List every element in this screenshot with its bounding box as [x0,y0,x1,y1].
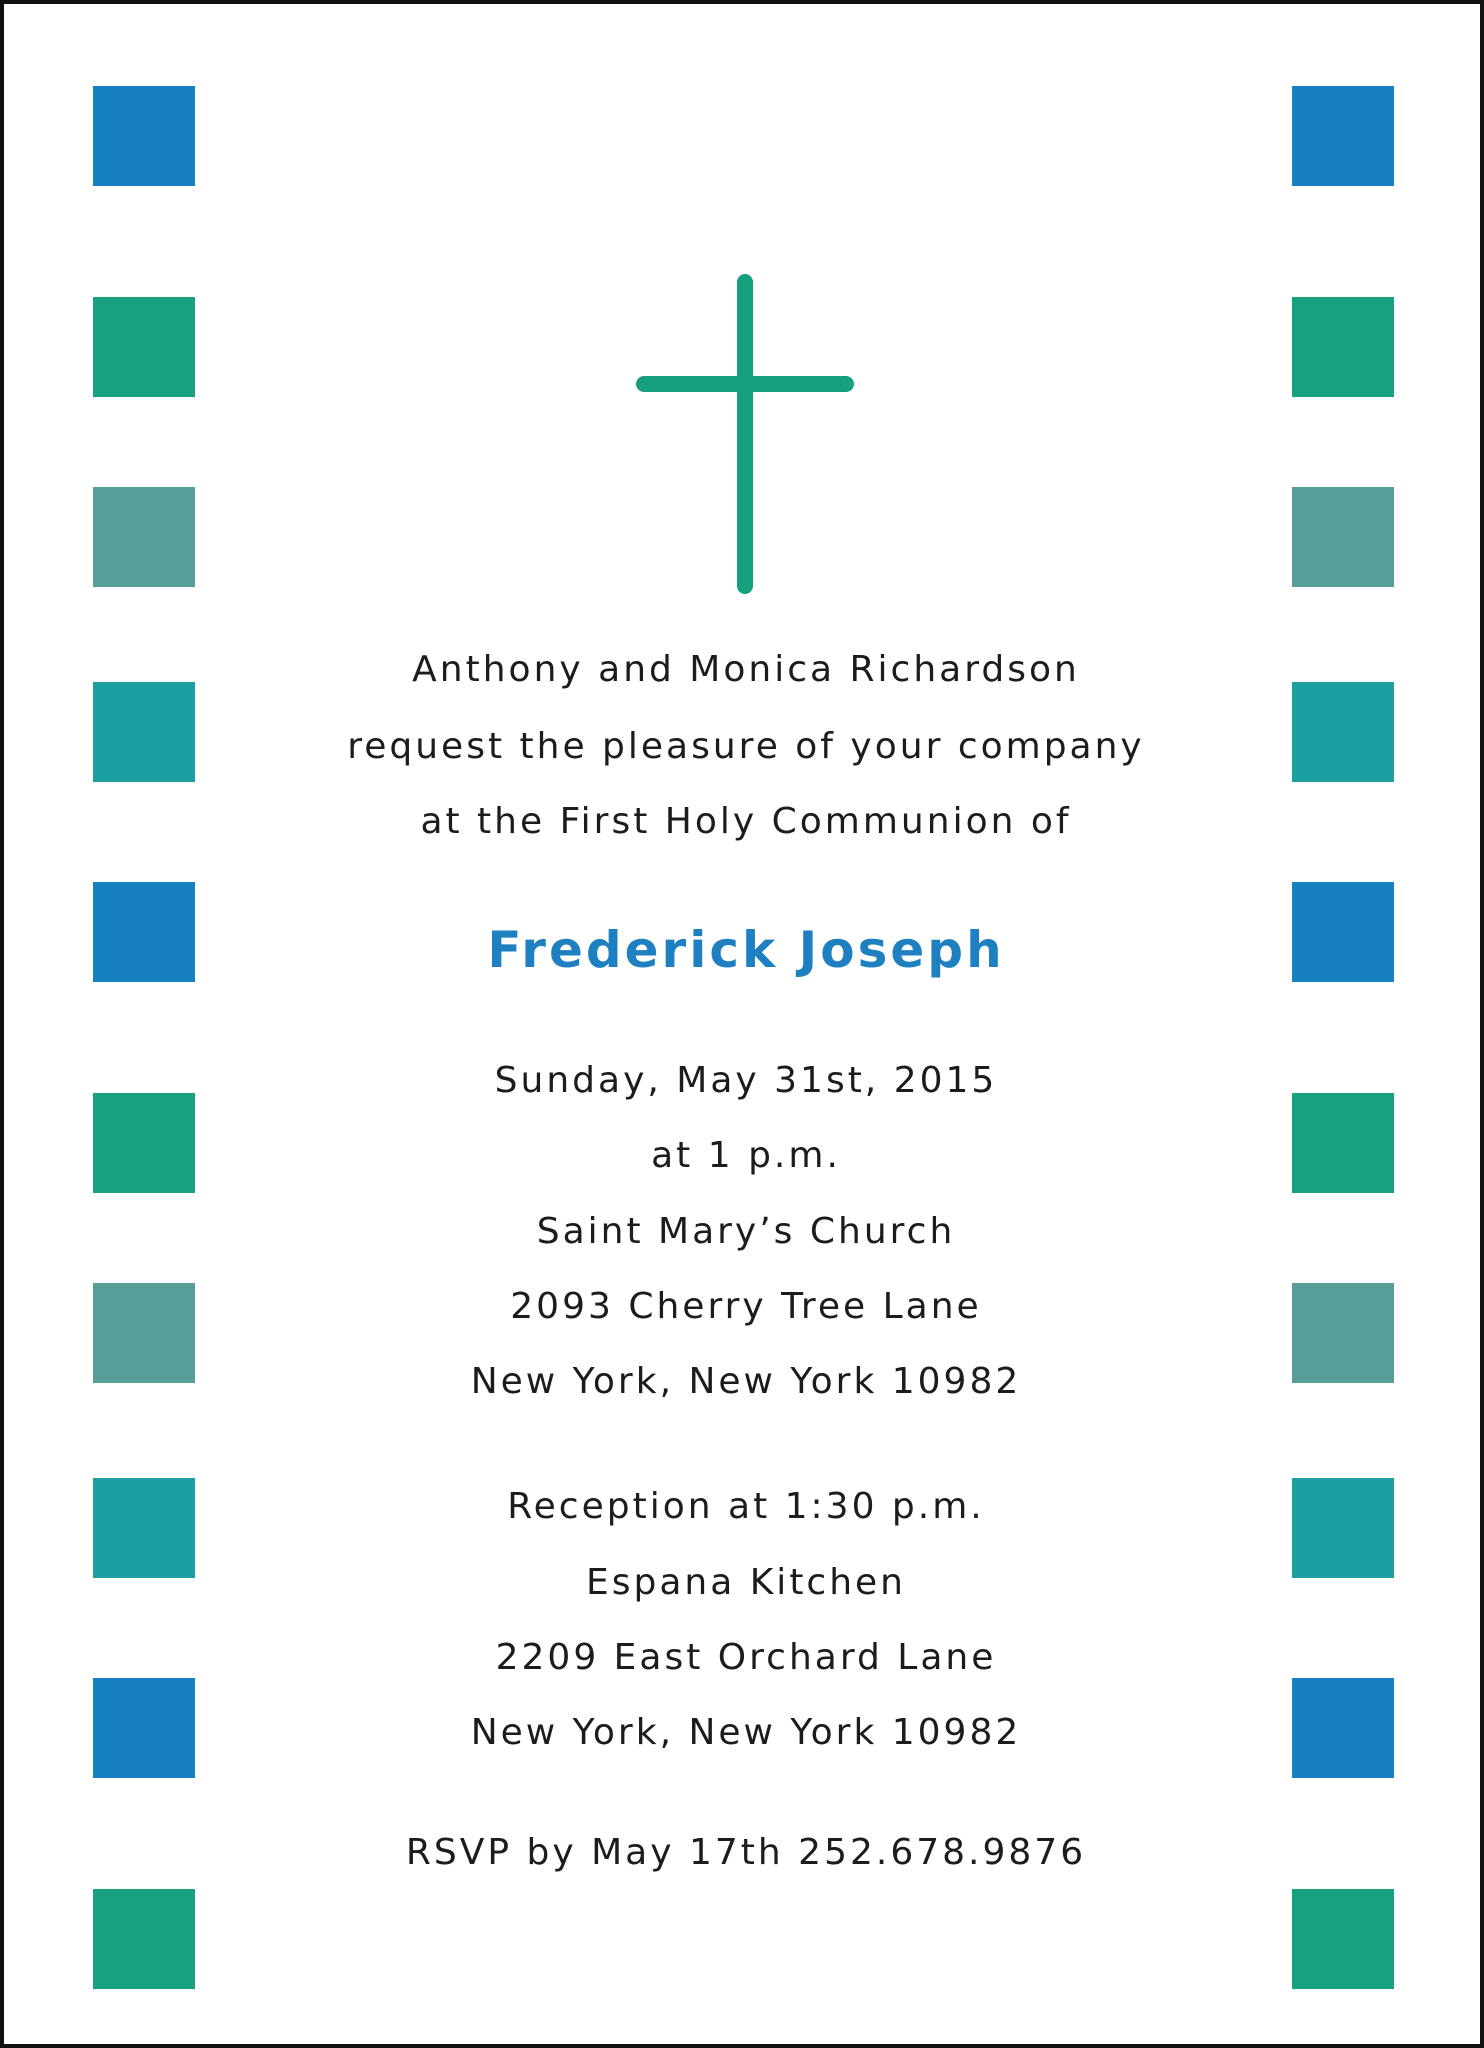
decor-square-right-2 [1292,297,1394,397]
reception-venue-line: Espana Kitchen [585,1562,907,1603]
cross-icon [634,272,856,596]
reception-street-line: 2209 East Orchard Lane [495,1637,997,1678]
honoree-name: Frederick Joseph [487,921,1005,979]
request-line: request the pleasure of your company [347,726,1145,767]
occasion-line: at the First Holy Communion of [420,801,1072,842]
reception-line: Reception at 1:30 p.m. [507,1486,985,1527]
decor-square-right-1 [1292,86,1394,186]
decor-square-left-1 [93,86,195,186]
city-line: New York, New York 10982 [470,1361,1022,1402]
street-line: 2093 Cherry Tree Lane [510,1286,982,1327]
decor-square-right-10 [1292,1889,1394,1989]
date-line: Sunday, May 31st, 2015 [494,1060,998,1101]
decor-square-left-10 [93,1889,195,1989]
decor-square-right-3 [1292,487,1394,587]
hosts-line: Anthony and Monica Richardson [412,649,1080,690]
time-line: at 1 p.m. [651,1135,841,1176]
decor-square-left-2 [93,297,195,397]
decor-square-left-3 [93,487,195,587]
venue-line: Saint Mary’s Church [536,1211,956,1252]
rsvp-line: RSVP by May 17th 252.678.9876 [405,1832,1087,1873]
reception-city-line: New York, New York 10982 [470,1712,1022,1753]
